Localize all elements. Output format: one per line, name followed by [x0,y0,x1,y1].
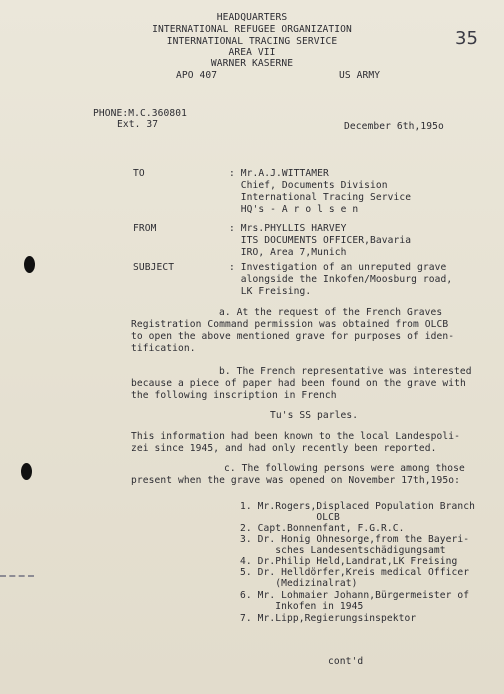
letter-date: December 6th,195o [344,121,444,132]
person-list-item: OLCB [240,512,340,523]
phone-number: PHONE:M.C.360801 [93,108,188,119]
paragraph-b-line: b. The French representative was interested [219,366,472,377]
subject-line: alongside the Inkofen/Moosburg road, [229,274,453,285]
paragraph-a-line: Registration Command permission was obtained from OLCB [131,319,449,330]
continued-marker: cont'd [328,656,364,667]
person-list-item: 3. Dr. Honig Ohnesorge,from the Bayeri- [240,534,470,545]
paragraph-b-line: because a piece of paper had been found on the grave with [131,378,466,389]
letterhead-kaserne: WARNER KASERNE [210,58,294,69]
person-list-item: Inkofen in 1945 [240,601,364,612]
from-line: : Mrs.PHYLLIS HARVEY [229,223,347,234]
phone-extension: Ext. 37 [117,119,159,130]
paragraph-a-line: tification. [131,343,196,354]
to-line: HQ's - A r o l s e n [229,204,359,215]
letterhead-headquarters: HEADQUARTERS [216,12,288,23]
person-list-item: 1. Mr.Rogers,Displaced Population Branch [240,501,476,512]
person-list-item: sches Landesentschädigungsamt [240,545,446,556]
paragraph-c-line: c. The following persons were among those [224,463,465,474]
grave-inscription: Tu's SS parles. [270,410,359,421]
info-paragraph-line: This information had been known to the local Landespoli- [131,431,461,442]
edge-mark [0,575,34,577]
info-paragraph-line: zei since 1945, and had only recently been reported. [131,443,437,454]
person-list-item: (Medizinalrat) [240,578,358,589]
person-list-item: 7. Mr.Lipp,Regierungsinspektor [240,613,417,624]
to-line: : Mr.A.J.WITTAMER [229,168,329,179]
paragraph-b-line: the following inscription in French [131,390,337,401]
to-line: Chief, Documents Division [229,180,388,191]
person-list-item: 6. Mr. Lohmaier Johann,Bürgermeister of [240,590,470,601]
paragraph-c-line: present when the grave was opened on November 17th,195o: [131,475,461,486]
from-line: ITS DOCUMENTS OFFICER,Bavaria [229,235,412,246]
letterhead-service: INTERNATIONAL TRACING SERVICE [166,36,338,47]
from-line: IRO, Area 7,Munich [229,247,347,258]
subject-label: SUBJECT [133,262,175,273]
subject-line: : Investigation of an unreputed grave [229,262,447,273]
page-number: 35 [455,28,478,49]
to-line: International Tracing Service [229,192,412,203]
to-label: TO [133,168,145,179]
punch-hole [21,463,32,480]
paragraph-a-line: to open the above mentioned grave for purposes of iden- [131,331,455,342]
person-list-item: 4. Dr.Philip Held,Landrat,LK Freising [240,556,458,567]
paragraph-a-line: a. At the request of the French Graves [219,307,443,318]
person-list-item: 2. Capt.Bonnenfant, F.G.R.C. [240,523,405,534]
person-list-item: 5. Dr. Helldörfer,Kreis medical Officer [240,567,470,578]
letterhead-army: US ARMY [339,70,381,81]
punch-hole [24,256,35,273]
subject-line: LK Freising. [229,286,312,297]
letterhead-organization: INTERNATIONAL REFUGEE ORGANIZATION [152,24,352,35]
letterhead-area: AREA VII [228,47,276,58]
from-label: FROM [133,223,157,234]
letterhead-apo: APO 407 [176,70,218,81]
